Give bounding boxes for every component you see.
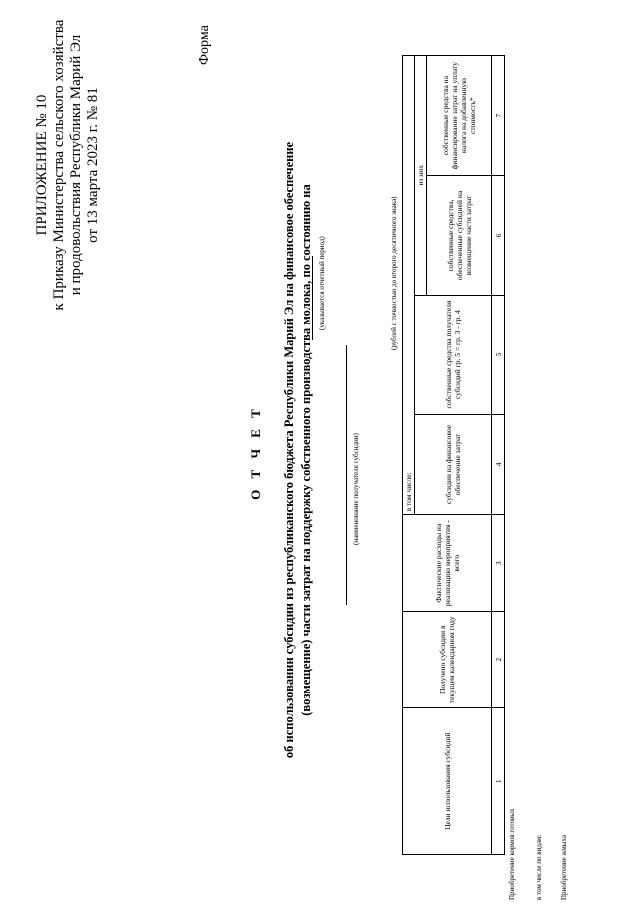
appendix-number: ПРИЛОЖЕНИЕ № 10	[34, 94, 50, 236]
appendix-date-line: от 13 марта 2023 г. № 81	[85, 87, 101, 243]
report-table	[402, 55, 505, 855]
header-in-that-number: в том числе:	[403, 56, 415, 515]
row-label-by-type: в том числе по видам:	[535, 834, 543, 900]
column-number: 1	[492, 708, 505, 855]
report-subtitle	[281, 35, 315, 865]
header-col4: субсидии на финансовое обеспечение затрат	[415, 414, 492, 515]
row-label-oilcake: Приобретение жмыха	[560, 835, 568, 900]
period-input-line[interactable]	[312, 256, 313, 340]
column-number: 5	[492, 295, 505, 414]
form-label: Форма	[197, 25, 212, 65]
period-caption: (указывается отчетный период)	[318, 236, 326, 330]
header-col2: Получено субсидии в текущем календарном году	[403, 611, 492, 708]
report-title: О Т Ч Е Т	[248, 405, 263, 500]
header-col6: собственные средства, обеспеченные субсидией на возмещение части затрат	[427, 176, 492, 295]
header-col7: собственные средства на финансирование затрат на уплату налога на добавленную стоимость*	[427, 56, 492, 176]
appendix-block	[34, 0, 102, 345]
row-label-feed: Приобретение кормов готовых	[508, 808, 516, 900]
header-col3: Фактические расходы на реализацию мероприятия - всего	[403, 515, 492, 612]
column-number: 7	[492, 56, 505, 176]
recipient-input-line[interactable]	[346, 345, 347, 605]
header-col5: собственные средства получателя субсидий гр. 5 = гр. 3 - гр. 4	[415, 295, 492, 414]
units-caption: (рублей с точностью до второго десятичного знака)	[390, 196, 398, 350]
column-number: 4	[492, 414, 505, 515]
appendix-order-line: к Приказу Министерства сельского хозяйства	[51, 19, 67, 311]
header-col1: Цели использования субсидий	[403, 708, 492, 855]
column-number: 6	[492, 176, 505, 295]
appendix-ministry-line: и продовольствия Республики Марий Эл	[68, 34, 84, 296]
report-subtitle-line2: (возмещение) части затрат на поддержку собственного производства молока, по состоянию на	[299, 184, 313, 716]
column-number: 2	[492, 611, 505, 708]
header-of-them: из них	[415, 56, 427, 296]
recipient-caption: (наименование получателя субсидии)	[352, 433, 360, 545]
report-subtitle-line1: об использовании субсидии из республиканского бюджета Республики Марий Эл на финансовое обеспечение	[282, 141, 296, 759]
column-number: 3	[492, 515, 505, 612]
